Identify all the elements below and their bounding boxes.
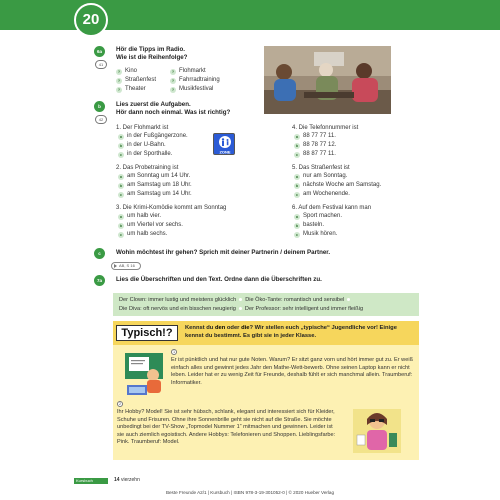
exercise-badge-7a: 7a: [94, 275, 105, 286]
answer-option[interactable]: c in der Sporthalle.: [119, 151, 173, 158]
answer-option[interactable]: b um Viertel vor sechs.: [119, 222, 183, 229]
question-text: 5. Das Straßenfest ist: [292, 165, 350, 171]
typisch-title: Typisch!?: [116, 325, 178, 341]
answer-option[interactable]: a 88 77 77 11.: [295, 133, 336, 140]
question-text: 6. Auf dem Festival kann man: [292, 205, 372, 211]
footer-page-number: 14 vierzehn: [114, 477, 140, 483]
exercise-6a-instruction-1: Hör die Tipps im Radio.: [116, 46, 185, 53]
workbook-reference[interactable]: [111, 262, 141, 270]
footer-imprint: Beste Freunde A2/1 | Kursbuch | ISBN 978-3-19-301052-0 | © 2020 Hueber Verlag: [165, 490, 335, 495]
question-text: 2. Das Probetraining ist: [116, 165, 179, 171]
answer-option[interactable]: b basteln.: [295, 222, 325, 229]
question-text: 3. Die Krimi-Komödie kommt am Sonntag: [116, 205, 227, 211]
paragraph-2: Ihr Hobby? Model! Sie ist sehr hübsch, schlank, elegant und interessiert sich für Kleider, Schuhe und Frisuren. Ohne ihre Sonnenbrille geht sie nicht auf die Straße. Sie möchte unbedingt bei der TV-Show „Topmodel Nummer 1“ mitmachen und gewinnen. Leider ist sie auch ziemlich egoistisch. Andere Hobbys: Telefonieren und Shoppen. Lieblingsfarbe: Pink. Traumberuf: Model.: [117, 409, 336, 446]
exercise-6b-instruction-1: Lies zuerst die Aufgaben.: [116, 101, 191, 108]
diva-illustration: [349, 405, 405, 457]
audio-track-41[interactable]: 41: [95, 60, 107, 69]
exercise-badge-b: b: [94, 101, 105, 112]
family-photo-illustration: [264, 46, 391, 114]
paragraph-number: 1: [172, 350, 176, 354]
question-text: 1. Der Flohmarkt ist: [116, 125, 169, 131]
workbook-reference-label: AB, S 16: [119, 263, 135, 269]
answer-option[interactable]: b 88 78 77 12.: [295, 142, 337, 149]
answer-option[interactable]: b nächste Woche am Samstag.: [295, 182, 382, 189]
answer-option[interactable]: c am Wochenende.: [295, 191, 350, 198]
exercise-6c-instruction: Wohin möchtest ihr gehen? Sprich mit deiner Partnerin / deinem Partner.: [116, 249, 331, 256]
answer-option[interactable]: b am Samstag um 18 Uhr.: [119, 182, 192, 189]
headline-row: Der Clown: immer lustig und meistens glücklich Die Öko-Tante: romantisch und sensibel: [119, 296, 353, 304]
answer-option[interactable]: b in der U-Bahn.: [119, 142, 166, 149]
professor-illustration: [123, 351, 165, 397]
headline-box: [113, 293, 419, 316]
option-item: ? Theater: [117, 86, 146, 93]
typisch-article: [113, 321, 419, 460]
option-item: ? Straßenfest: [117, 77, 157, 84]
answer-option[interactable]: a um halb vier.: [119, 213, 162, 220]
exercise-badge-c: c: [94, 248, 105, 259]
arrow-right-icon: [114, 264, 117, 268]
audio-track-42[interactable]: 42: [95, 115, 107, 124]
answer-option[interactable]: a Sport machen.: [295, 213, 343, 220]
option-item: ? Musikfestival: [171, 86, 214, 93]
answer-option[interactable]: c Musik hören.: [295, 231, 338, 238]
exercise-6b-instruction-2: Hör dann noch einmal. Was ist richtig?: [116, 109, 231, 116]
option-item: ? Kino: [117, 68, 138, 75]
exercise-badge-6a: 6a: [94, 46, 105, 57]
exercise-6a-instruction-2: Wie ist die Reihenfolge?: [116, 54, 188, 61]
answer-option[interactable]: c 88 87 77 11.: [295, 151, 336, 158]
zone-sign-label: ZONE: [219, 149, 231, 155]
exercise-7a-instruction: Lies die Überschriften und den Text. Ordne dann die Überschriften zu.: [116, 276, 322, 283]
page-number: 20: [74, 3, 108, 37]
pedestrian-zone-sign-icon: [213, 133, 235, 155]
headline-row: Die Diva: oft nervös und ein bisschen neugierig Der Professor: sehr intelligent und immer fleißig: [119, 306, 364, 312]
typisch-intro: Kennst du den oder die? Wir stellen euch „typische“ Jugendliche vor! Einige kennst du bestimmt. Es gibt sie in jeder Klasse.: [185, 325, 397, 339]
answer-option[interactable]: c um halb sechs.: [119, 231, 168, 238]
answer-option[interactable]: a nur am Sonntag.: [295, 173, 348, 180]
family-photo: [264, 46, 391, 114]
paragraph-1: Er ist pünktlich und hat nur gute Noten. Warum? Er sitzt ganz vorn und hört immer gut zu. Er weiß einfach alles und gewinnt jedes Jahr den Mathe-Wett-bewerb. Ohne seinen Laptop kann er nicht leben. Leider hat er zu wenig Zeit für Freunde, deshalb fühlt er sich manchmal allein. Traumberuf: Informatiker.: [171, 357, 413, 386]
answer-option[interactable]: a am Sonntag um 14 Uhr.: [119, 173, 191, 180]
option-item: ? Fahrradtraining: [171, 77, 220, 84]
option-item: ? Flohmarkt: [171, 68, 206, 75]
question-text: 4. Die Telefonnummer ist: [292, 125, 359, 131]
paragraph-number: 2: [118, 402, 122, 406]
footer-section-tag: Kursbuch: [74, 478, 108, 484]
answer-option[interactable]: c am Samstag um 14 Uhr.: [119, 191, 192, 198]
answer-option[interactable]: a in der Fußgängerzone.: [119, 133, 188, 140]
